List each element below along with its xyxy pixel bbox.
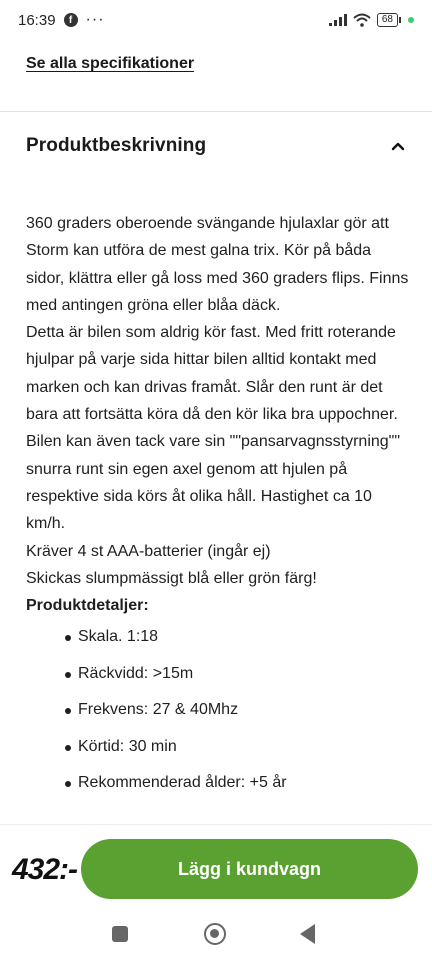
- status-bar: [0, 0, 432, 40]
- system-nav-bar: [0, 910, 432, 960]
- product-description-header[interactable]: [26, 130, 406, 162]
- add-to-cart-button[interactable]: Lägg i kundvagn: [81, 839, 418, 899]
- description-paragraph: Kräver 4 st AAA-batterier (ingår ej): [26, 542, 271, 560]
- detail-item: Körtid: 30 min: [26, 729, 410, 766]
- status-right: [329, 13, 414, 27]
- status-time: 16:39: [18, 11, 56, 29]
- product-details-heading: Produktdetaljer:: [26, 597, 149, 615]
- detail-item: Räckvidd: >15m: [26, 656, 410, 693]
- section-title: Produktbeskrivning: [26, 135, 207, 156]
- description-paragraph: Skickas slumpmässigt blå eller grön färg!: [26, 569, 317, 587]
- chevron-up-icon[interactable]: [390, 138, 406, 154]
- facebook-icon: f: [64, 13, 78, 27]
- back-icon[interactable]: [300, 924, 315, 944]
- price: 432:-: [12, 853, 78, 886]
- signal-icon: [329, 14, 347, 26]
- divider: [0, 111, 432, 112]
- purchase-bar: [0, 824, 432, 910]
- detail-item: Skala. 1:18: [26, 619, 410, 656]
- product-details-list: [26, 619, 410, 802]
- see-all-specifications-link[interactable]: Se alla specifikationer: [26, 55, 195, 72]
- detail-item: Frekvens: 27 & 40Mhz: [26, 692, 410, 729]
- description-paragraph: 360 graders oberoende svängande hjulaxlar gör att Storm kan utföra de mest galna trix. Kör på båda sidor, klättra eller gå loss med 360 graders flips. Finns med antingen gröna eller blåa däck.: [26, 215, 409, 314]
- privacy-indicator-dot: [408, 17, 414, 23]
- home-icon[interactable]: [204, 923, 226, 945]
- more-notifications-icon: ···: [85, 11, 105, 28]
- wifi-icon: [353, 13, 371, 27]
- battery-icon: 68: [377, 13, 398, 27]
- status-left: [18, 11, 105, 29]
- recent-apps-icon[interactable]: [112, 926, 128, 942]
- detail-item: Rekommenderad ålder: +5 år: [26, 765, 410, 802]
- description-paragraph: Detta är bilen som aldrig kör fast. Med fritt roterande hjulpar på varje sida hittar bilen alltid kontakt med marken och kan drivas framåt. Slår den runt är det bara att fortsätta köra då den kör lika bra uppochner. Bilen kan även tack vare sin ""pansarvagnsstyrning"" snurra runt sin egen axel genom att hjulen på respektive sida körs åt olika håll. Hastighet ca 10 km/h.: [26, 324, 401, 533]
- product-description: [26, 210, 410, 802]
